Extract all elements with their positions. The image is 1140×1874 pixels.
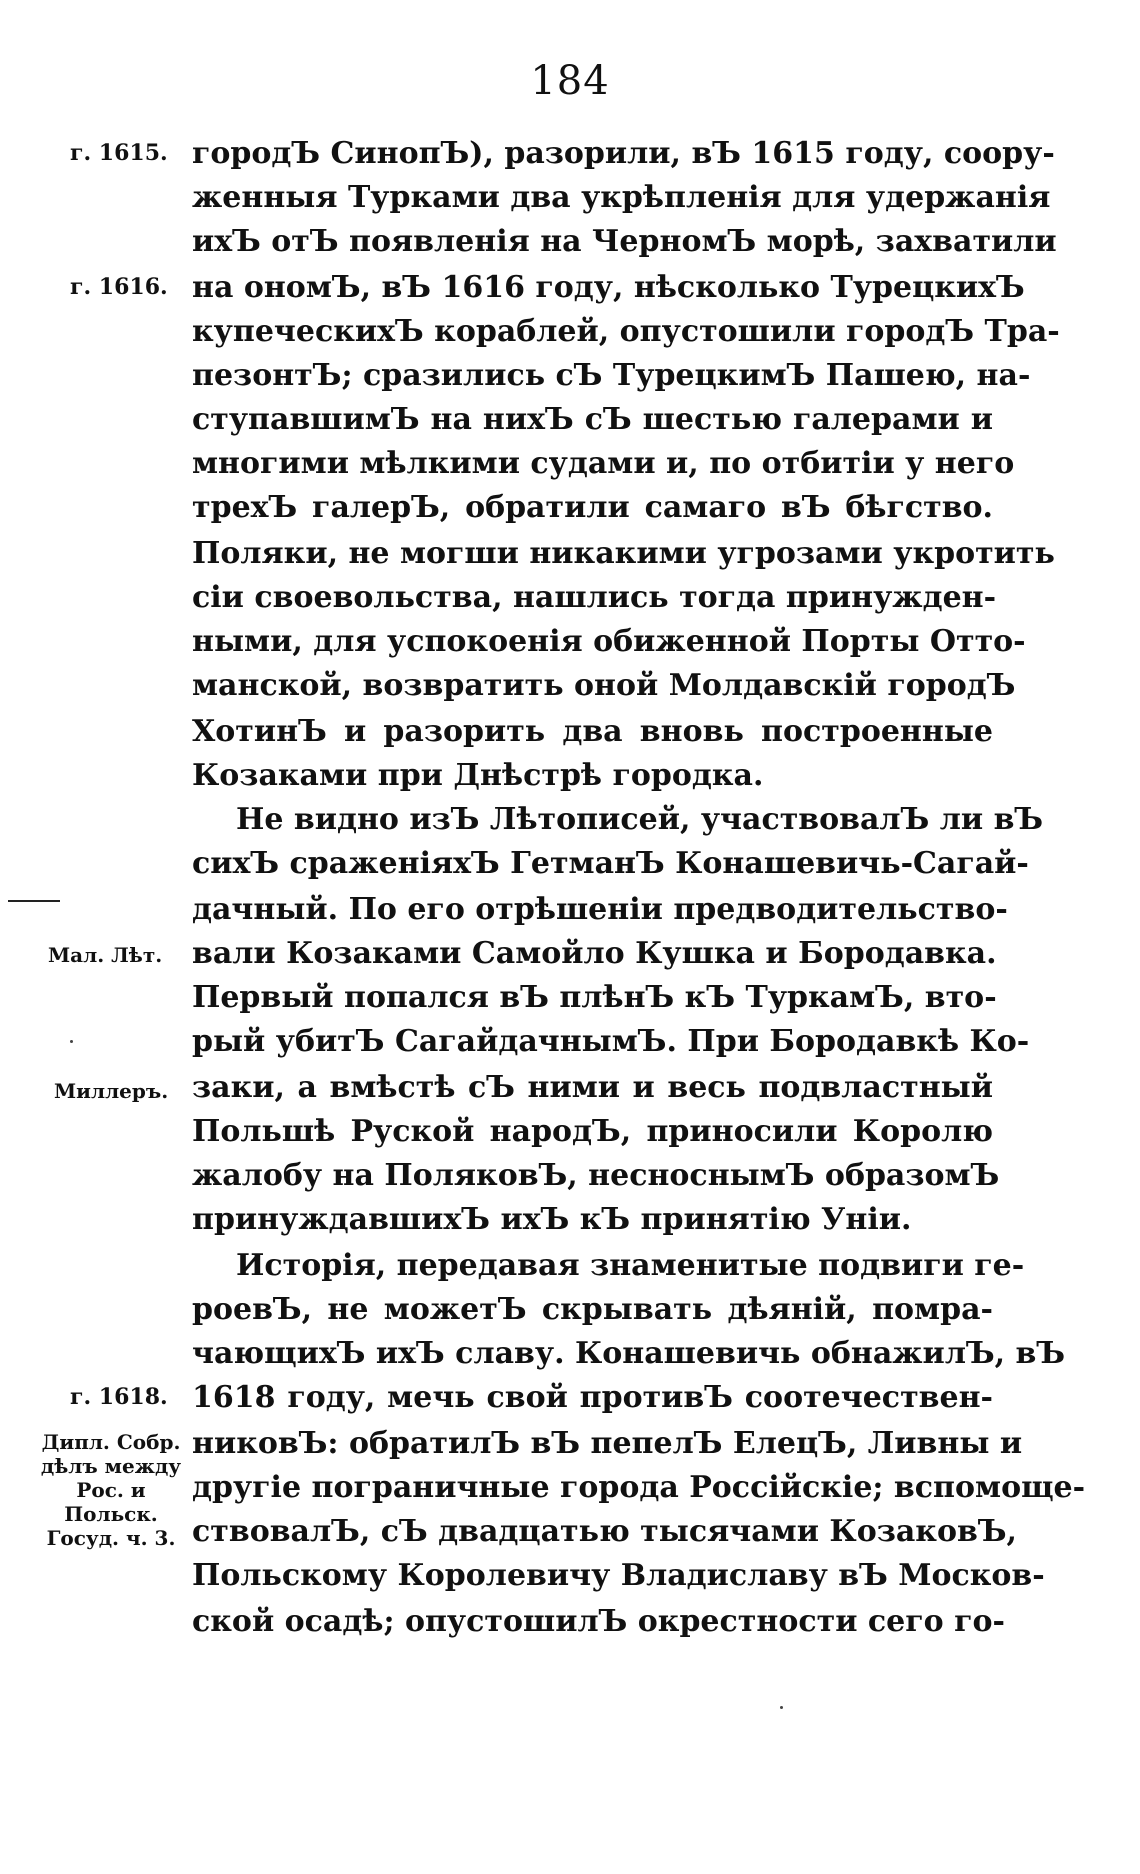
text-line: Польшѣ Руской народЪ, приносили Королю — [192, 1114, 993, 1149]
text-line: сихЪ сраженіяхЪ ГетманЪ Конашевичь-Сагай- — [192, 846, 1029, 881]
text-line: многими мѣлкими судами и, по отбитіи у него — [192, 446, 1015, 481]
text-line: манской, возвратить оной Молдавскій городЪ — [192, 668, 1016, 703]
text-line: ской осадѣ; опустошилЪ окрестности сего го- — [192, 1604, 1005, 1639]
margin-note-mal-let: Мал. Лѣт. — [48, 943, 163, 967]
print-speck — [70, 1040, 73, 1043]
text-line: никовЪ: обратилЪ вЪ пепелЪ ЕлецЪ, Ливны и — [192, 1426, 1023, 1461]
text-line: сіи своевольства, нашлись тогда принужден- — [192, 580, 997, 615]
text-line: ствовалЪ, сЪ двадцатью тысячами КозаковЪ, — [192, 1514, 1017, 1549]
text-line: Не видно изЪ Лѣтописей, участвовалЪ ли вЪ — [236, 802, 1044, 837]
margin-note-dipl-source — [38, 1430, 184, 1550]
text-line: дачный. По его отрѣшеніи предводительство- — [192, 892, 1008, 927]
text-line: Исторія, передавая знаменитые подвиги ге- — [236, 1248, 1025, 1283]
page-number: 184 — [530, 58, 610, 104]
print-speck — [780, 1706, 783, 1709]
text-line: ХотинЪ и разорить два вновь построенные — [192, 714, 993, 749]
margin-note-year-1618: г. 1618. — [70, 1384, 168, 1410]
margin-rule — [8, 900, 60, 902]
text-line: Первый попался вЪ плѣнЪ кЪ ТуркамЪ, вто- — [192, 980, 997, 1015]
text-line: купеческихЪ кораблей, опустошили городЪ Тра- — [192, 314, 1060, 349]
text-line: жалобу на ПоляковЪ, несноснымЪ образомЪ — [192, 1158, 1000, 1193]
text-line: Поляки, не могши никакими угрозами укротить — [192, 536, 1055, 571]
text-line: женныя Турками два укрѣпленія для удержанія — [192, 180, 1051, 215]
margin-note-miller: Миллеръ. — [54, 1079, 169, 1103]
text-line: ными, для успокоенія обиженной Порты Отто- — [192, 624, 1026, 659]
text-line: рый убитЪ СагайдачнымЪ. При Бородавкѣ Ко- — [192, 1024, 1030, 1059]
margin-note-year-1616: г. 1616. — [70, 274, 168, 300]
text-line: роевЪ, не можетЪ скрывать дѣяній, помра- — [192, 1292, 993, 1327]
text-line: Польскому Королевичу Владиславу вЪ Москов- — [192, 1558, 1045, 1593]
margin-note-year-1615: г. 1615. — [70, 140, 168, 166]
text-line: ихЪ отЪ появленія на ЧерномЪ морѣ, захватили — [192, 224, 1057, 259]
margin-note-dipl-line-5: Госуд. ч. 3. — [46, 1526, 176, 1550]
text-line: на ономЪ, вЪ 1616 году, нѣсколько ТурецкихЪ — [192, 270, 1025, 305]
text-line: чающихЪ ихЪ славу. Конашевичь обнажилЪ, вЪ — [192, 1336, 1066, 1371]
text-line: вали Козаками Самойло Кушка и Бородавка. — [192, 936, 997, 971]
margin-note-dipl-line-4: Польск. — [64, 1502, 158, 1526]
text-line: принуждавшихЪ ихЪ кЪ принятію Уніи. — [192, 1202, 912, 1237]
margin-note-dipl-line-3: Рос. и — [76, 1478, 146, 1502]
margin-note-dipl-line-1: Дипл. Собр. — [41, 1430, 181, 1454]
text-line: другіе пограничные города Россійскіе; вспомоще- — [192, 1470, 1086, 1505]
text-line: трехЪ галерЪ, обратили самаго вЪ бѣгство. — [192, 490, 993, 525]
text-line: Козаками при Днѣстрѣ городка. — [192, 758, 764, 793]
text-line: заки, а вмѣстѣ сЪ ними и весь подвластный — [192, 1070, 993, 1105]
text-line: 1618 году, мечь свой противЪ соотечествен- — [192, 1380, 993, 1415]
text-line: пезонтЪ; сразились сЪ ТурецкимЪ Пашею, на- — [192, 358, 1031, 393]
text-line: городЪ СинопЪ), разорили, вЪ 1615 году, соору- — [192, 136, 1055, 171]
text-line: ступавшимЪ на нихЪ сЪ шестью галерами и — [192, 402, 993, 437]
margin-note-dipl-line-2: дѣлъ между — [40, 1454, 182, 1478]
